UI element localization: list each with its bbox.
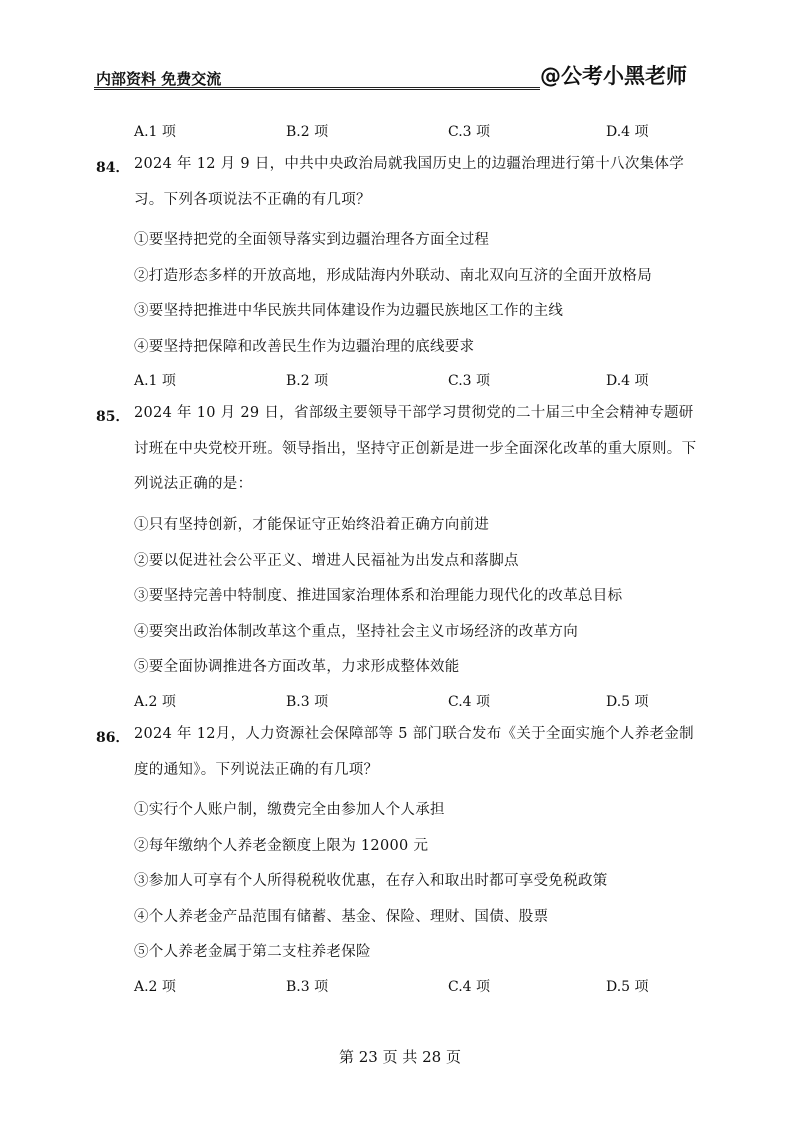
header-rule-secondary [94, 89, 540, 90]
header-left-text: 内部资料 免费交流 [96, 70, 222, 88]
statement-item: ④要坚持把保障和改善民生作为边疆治理的底线要求 [134, 339, 475, 355]
statement-item: ①实行个人账户制，缴费完全由参加人个人承担 [134, 802, 445, 818]
option-c: C.3 项 [448, 373, 491, 389]
question-stem: 2024 年 12 月 9 日，中共中央政治局就我国历史上的边疆治理进行第十八次集体学习。下列各项说法不正确的有几项？ [134, 156, 685, 208]
prev-question-options [134, 121, 694, 143]
question-number: 86． [96, 730, 130, 746]
question-options [134, 976, 694, 998]
option-a: A.1 项 [134, 373, 176, 389]
statement-item: ①只有坚持创新，才能保证守正始终沿着正确方向前进 [134, 517, 490, 533]
question-number: 84． [96, 160, 130, 176]
statement-item: ①要坚持把党的全面领导落实到边疆治理各方面全过程 [134, 232, 490, 248]
statement-item: ③参加人可享有个人所得税税收优惠，在存入和取出时都可享受免税政策 [134, 873, 608, 889]
option-a: A.2 项 [134, 694, 176, 710]
question-stem: 2024 年 10 月 29 日，省部级主要领导干部学习贯彻党的二十届三中全会精神专题研讨班在中央党校开班。领导指出，坚持守正创新是进一步全面深化改革的重大原则。下列说法正确的是： [134, 405, 697, 492]
question-stem: 2024 年 12月，人力资源社会保障部等 5 部门联合发布《关于全面实施个人养老金制度的通知》。下列说法正确的有几项？ [134, 726, 694, 778]
option-b: B.2 项 [286, 124, 329, 140]
statement-item: ②打造形态多样的开放高地，形成陆海内外联动、南北双向互济的全面开放格局 [134, 268, 652, 284]
statement-item: ⑤要全面协调推进各方面改革，力求形成整体效能 [134, 659, 460, 675]
option-d: D.5 项 [606, 979, 649, 995]
question-number: 85． [96, 409, 130, 425]
option-b: B.3 项 [286, 979, 329, 995]
statement-item: ④要突出政治体制改革这个重点，坚持社会主义市场经济的改革方向 [134, 624, 578, 640]
statement-item: ②要以促进社会公平正义、增进人民福祉为出发点和落脚点 [134, 553, 519, 569]
question-options [134, 370, 694, 392]
option-c: C.3 项 [448, 124, 491, 140]
statement-item: ④个人养老金产品范围有储蓄、基金、保险、理财、国债、股票 [134, 909, 549, 925]
option-d: D.4 项 [606, 373, 649, 389]
option-a: A.1 项 [134, 124, 176, 140]
header-rule [94, 87, 540, 88]
statement-item: ③要坚持把推进中华民族共同体建设作为边疆民族地区工作的主线 [134, 303, 564, 319]
page-footer: 第 23 页 共 28 页 [338, 1048, 461, 1066]
statement-item: ②每年缴纳个人养老金额度上限为 12000 元 [134, 838, 429, 854]
header-right-text: @公考小黑老师 [540, 64, 687, 88]
statement-item: ③要坚持完善中特制度、推进国家治理体系和治理能力现代化的改革总目标 [134, 588, 623, 604]
question-options [134, 691, 694, 713]
option-c: C.4 项 [448, 979, 491, 995]
statement-item: ⑤个人养老金属于第二支柱养老保险 [134, 944, 371, 960]
option-b: B.3 项 [286, 694, 329, 710]
option-a: A.2 项 [134, 979, 176, 995]
option-c: C.4 项 [448, 694, 491, 710]
option-d: D.4 项 [606, 124, 649, 140]
option-d: D.5 项 [606, 694, 649, 710]
option-b: B.2 项 [286, 373, 329, 389]
